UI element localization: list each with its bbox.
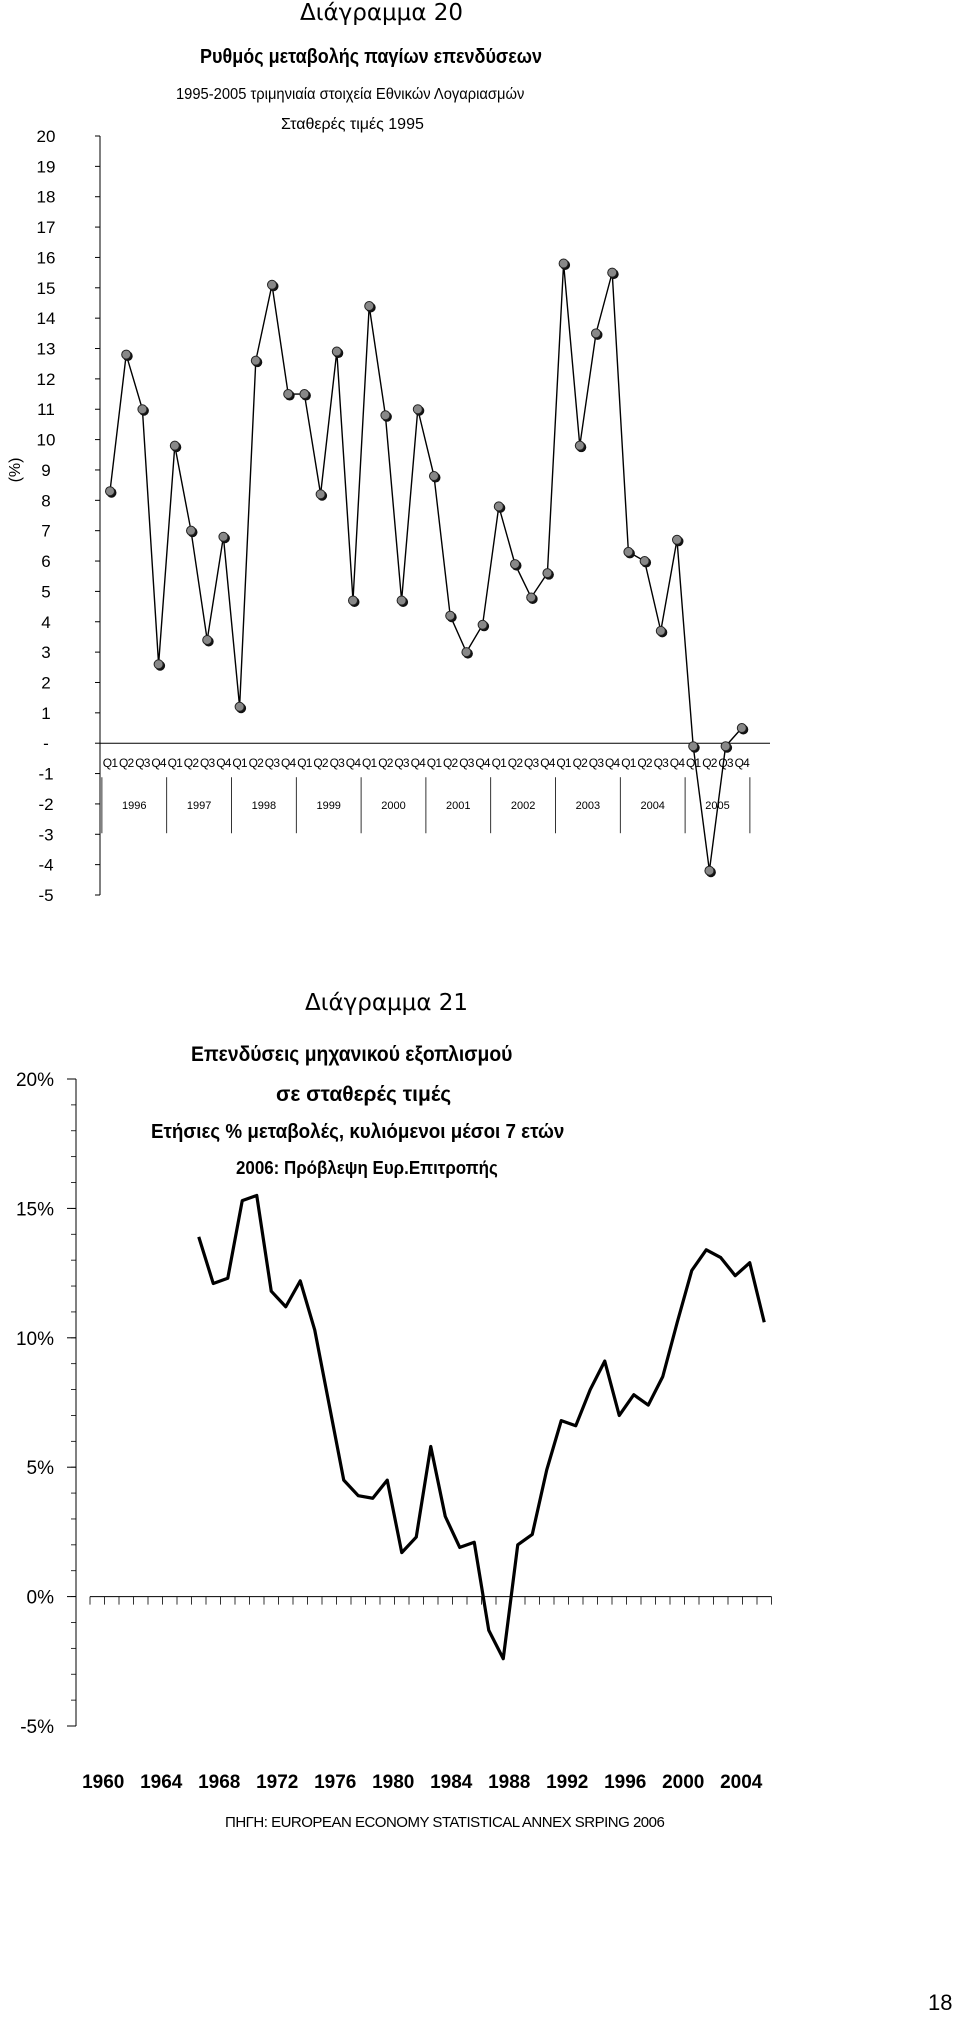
chart2-x-tick-label: 1980: [372, 1772, 415, 1793]
chart1-y-tick-label: 6: [41, 552, 51, 572]
chart2-x-tick-label: 1968: [198, 1772, 241, 1793]
chart2-x-tick-label: 1960: [82, 1772, 125, 1793]
chart2-x-tick-label: 1964: [140, 1772, 183, 1793]
chart1-quarter-label: Q2: [313, 756, 328, 771]
chart1-quarter-label: Q2: [442, 756, 458, 771]
chart1-quarter-label: Q2: [507, 756, 523, 771]
chart2-title2: σε σταθερές τιμές: [276, 1083, 452, 1106]
chart1-y-tick-label: -: [43, 734, 49, 754]
chart1-quarter-label: Q3: [329, 756, 345, 771]
chart1-quarter-label: Q1: [426, 756, 442, 771]
chart1-quarter-label: Q1: [361, 756, 377, 771]
page-number: 18: [928, 1990, 953, 2015]
chart1-year-label: 1996: [122, 800, 147, 813]
chart1-y-tick-label: 17: [36, 218, 56, 238]
chart1-quarter-label: Q1: [621, 756, 636, 771]
chart2-x-tick-label: 2004: [720, 1772, 763, 1793]
chart2-subtitle2: 2006: Πρόβλεψη Ευρ.Επιτροπής: [236, 1158, 498, 1178]
chart1-heading: Διάγραμμα 20: [300, 0, 464, 26]
chart1-quarter-label: Q3: [199, 756, 215, 771]
chart2-y-tick-label: -5%: [20, 1717, 54, 1738]
chart1-quarter-label: Q1: [232, 756, 247, 771]
chart1-y-axis-label: (%): [7, 457, 24, 483]
chart1-y-tick-label: -5: [38, 886, 54, 905]
chart1-title: Ρυθμός μεταβολής παγίων επενδύσεων: [200, 46, 542, 68]
chart1-year-label: 1999: [316, 800, 341, 813]
chart1-subtitle2: Σταθερές τιμές 1995: [281, 116, 424, 133]
chart1-year-label: 1997: [186, 800, 212, 813]
chart1-quarter-label: Q4: [540, 756, 555, 771]
chart1-year-label: 2005: [705, 800, 730, 813]
chart1-y-tick-label: -4: [38, 855, 54, 875]
chart1-quarter-label: Q4: [410, 756, 426, 771]
chart1-quarter-label: Q1: [297, 756, 312, 771]
chart1-year-label: 2001: [446, 800, 471, 813]
chart2-x-tick-label: 1988: [488, 1772, 531, 1793]
chart2-title: Επενδύσεις μηχανικού εξοπλισμού: [191, 1043, 513, 1066]
chart2-series-line: [199, 1195, 765, 1658]
chart1-y-tick-label: 7: [41, 521, 51, 541]
chart1-quarter-label: Q2: [637, 756, 652, 771]
chart1-quarter-label: Q4: [669, 756, 685, 771]
chart1-quarter-label: Q4: [475, 756, 490, 771]
chart1-year-label: 2002: [510, 800, 536, 813]
chart2-y-tick-label: 10%: [15, 1328, 54, 1350]
chart1-quarter-label: Q2: [183, 756, 199, 771]
chart1-y-tick-label: 4: [41, 612, 51, 632]
chart1-y-tick-label: 14: [36, 309, 56, 329]
chart1-y-tick-label: -2: [38, 794, 54, 814]
chart1-year-label: 2004: [640, 800, 665, 813]
chart1-year-label: 2003: [575, 800, 601, 813]
chart2-x-tick-label: 1984: [430, 1772, 473, 1793]
chart1-y-tick-label: 11: [37, 400, 55, 420]
chart1-quarter-label: Q1: [685, 756, 701, 771]
chart1-y-tick-label: 2: [41, 673, 51, 693]
chart1-quarter-label: Q3: [394, 756, 409, 771]
chart1-quarter-label: Q4: [216, 756, 231, 771]
chart1-quarter-label: Q2: [118, 756, 134, 771]
chart2-subtitle: Ετήσιες % μεταβολές, κυλιόμενοι μέσοι 7 ετών: [151, 1121, 565, 1143]
chart1-quarter-label: Q4: [280, 756, 296, 771]
chart1-y-tick-label: 18: [36, 187, 56, 207]
chart1-y-tick-label: 12: [36, 369, 56, 389]
chart1-quarter-label: Q4: [734, 756, 750, 771]
chart1-y-tick-label: 16: [36, 248, 56, 268]
chart2-x-tick-label: 1972: [256, 1772, 299, 1793]
chart2-x-tick-label: 1992: [546, 1772, 589, 1793]
chart1-y-tick-label: 15: [36, 278, 56, 298]
chart2-y-tick-label: 5%: [26, 1458, 54, 1480]
chart1-quarter-label: Q3: [135, 756, 150, 771]
chart1-quarter-label: Q4: [151, 756, 166, 771]
chart2-y-tick-label: 0%: [26, 1587, 54, 1609]
chart1-quarter-label: Q2: [572, 756, 588, 771]
chart2-x-tick-label: 1996: [604, 1772, 647, 1793]
chart1-y-tick-label: 8: [41, 491, 51, 511]
chart1-quarter-label: Q1: [491, 756, 507, 771]
chart1-quarter-label: Q3: [718, 756, 733, 771]
chart2-y-tick-label: 15%: [15, 1199, 54, 1221]
chart1-y-tick-label: 5: [41, 582, 51, 602]
chart1-quarter-label: Q1: [102, 756, 118, 771]
chart2-heading: Διάγραμμα 21: [305, 990, 469, 1016]
chart2-x-tick-label: 2000: [662, 1772, 705, 1793]
chart1-quarter-label: Q1: [556, 756, 571, 771]
chart1-quarter-label: Q3: [523, 756, 539, 771]
source-note: ΠΗΓΗ: EUROPEAN ECONOMY STATISTICAL ANNEX SRPING 2006: [225, 1814, 665, 1831]
chart1-y-tick-label: 9: [41, 460, 51, 480]
chart1-year-label: 1998: [251, 800, 277, 813]
chart1-y-tick-label: -1: [38, 764, 54, 784]
chart2-y-tick-label: 20%: [15, 1070, 54, 1091]
chart1-y-tick-label: 20: [36, 127, 56, 146]
chart2-x-tick-label: 1976: [314, 1772, 357, 1793]
chart1-y-tick-label: 1: [41, 703, 51, 723]
chart1-quarter-label: Q3: [588, 756, 604, 771]
chart1-y-tick-label: 13: [36, 339, 56, 359]
chart1-year-label: 2000: [381, 800, 406, 813]
chart1-quarter-label: Q3: [459, 756, 474, 771]
chart1-quarter-label: Q3: [653, 756, 669, 771]
chart1-y-tick-label: 10: [36, 430, 56, 450]
chart1-quarter-label: Q4: [604, 756, 620, 771]
chart1-quarter-label: Q1: [167, 756, 183, 771]
chart1-quarter-label: Q2: [378, 756, 393, 771]
chart1-y-tick-label: -3: [38, 825, 54, 845]
chart1-y-tick-label: 3: [41, 643, 51, 663]
chart1-quarter-label: Q2: [248, 756, 264, 771]
chart1-quarter-label: Q4: [345, 756, 361, 771]
chart1-y-tick-label: 19: [36, 157, 56, 177]
chart1-quarter-label: Q3: [264, 756, 280, 771]
chart1-subtitle: 1995-2005 τριμηνιαία στοιχεία Εθνικών Λογαριασμών: [176, 86, 525, 103]
chart1-quarter-label: Q2: [702, 756, 717, 771]
